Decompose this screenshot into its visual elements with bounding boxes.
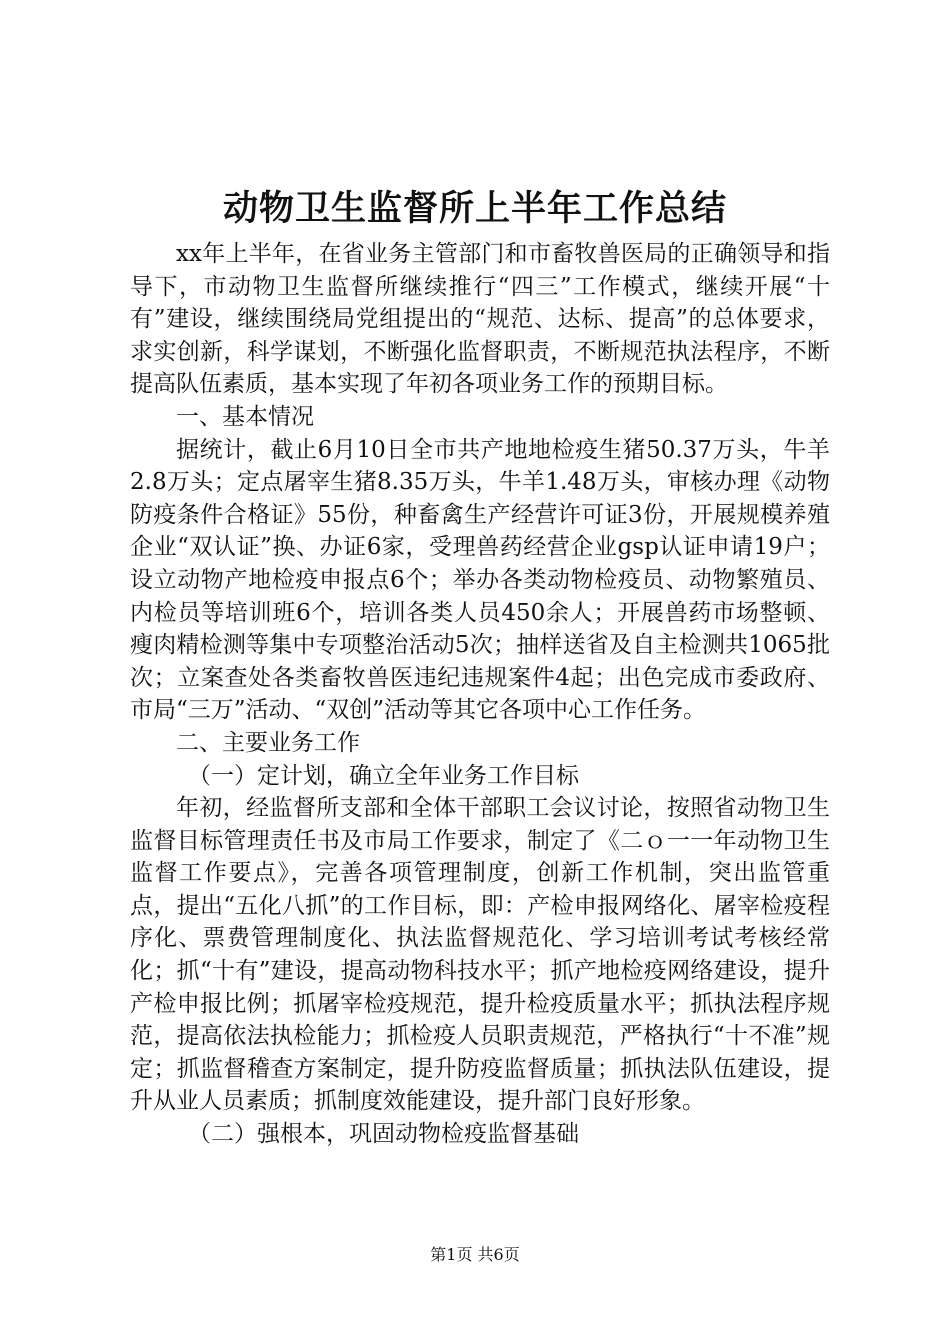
subsection-heading-plan: （一）定计划，确立全年业务工作目标	[188, 762, 579, 789]
subsection-heading-foundation: （二）强根本，巩固动物检疫监督基础	[188, 1121, 579, 1148]
section-heading-main-work: 二、主要业务工作	[176, 729, 360, 756]
document-body	[130, 238, 830, 1151]
intro-paragraph: xx年上半年，在省业务主管部门和市畜牧兽医局的正确领导和指导下，市动物卫生监督所继续推行“四三”工作模式，继续开展“十有”建设，继续围绕局党组提出的“规范、达标、提高”的总体要求，求实创新，科学谋划，不断强化监督职责，不断规范执法程序，不断提高队伍素质，基本实现了年初各项业务工作的预期目标。	[130, 241, 830, 398]
basic-situation-paragraph: 据统计，截止6月10日全市共产地地检疫生猪50.37万头，牛羊2.8万头；定点屠宰生猪8.35万头，牛羊1.48万头，审核办理《动物防疫条件合格证》55份，种畜禽生产经营许可证3份，开展规模养殖企业“双认证”换、办证6家，受理兽药经营企业gsp认证申请19户；设立动物产地检疫申报点6个；举办各类动物检疫员、动物繁殖员、内检员等培训班6个，培训各类人员450余人；开展兽药市场整顿、瘦肉精检测等集中专项整治活动5次；抽样送省及自主检测共1065批次；立案查处各类畜牧兽医违纪违规案件4起；出色完成市委政府、市局“三万”活动、“双创”活动等其它各项中心工作任务。	[130, 436, 830, 724]
document-title: 动物卫生监督所上半年工作总结	[222, 188, 727, 229]
page-footer: 第1页 共6页	[430, 1245, 520, 1264]
section-heading-basic-situation: 一、基本情况	[176, 403, 314, 430]
plan-paragraph: 年初，经监督所支部和全体干部职工会议讨论，按照省动物卫生监督目标管理责任书及市局工作要求，制定了《二ｏ一一年动物卫生监督工作要点》，完善各项管理制度，创新工作机制，突出监管重点，提出“五化八抓”的工作目标，即：产检申报网络化、屠宰检疫程序化、票费管理制度化、执法监督规范化、学习培训考试考核经常化；抓“十有”建设，提高动物科技水平；抓产地检疫网络建设，提升产检申报比例；抓屠宰检疫规范，提升检疫质量水平；抓执法程序规范，提高依法执检能力；抓检疫人员职责规范，严格执行“十不准”规定；抓监督稽查方案制定，提升防疫监督质量；抓执法队伍建设，提升从业人员素质；抓制度效能建设，提升部门良好形象。	[130, 795, 830, 1115]
